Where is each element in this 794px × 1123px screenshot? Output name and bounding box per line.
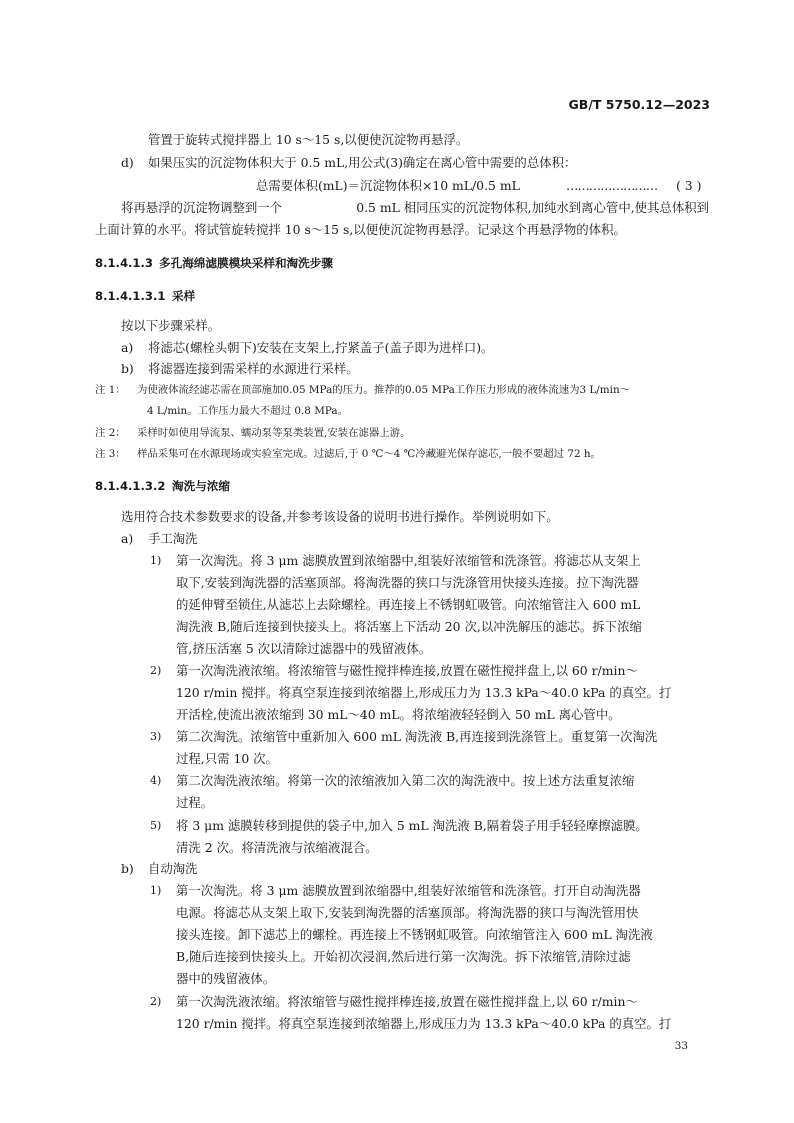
formula-leader-dots: ……………………	[566, 178, 658, 193]
subsection-number: 8.1.4.1.3.2	[95, 479, 166, 493]
formula-3: 总需要体积(mL)＝沉淀物体积×10 mL/0.5 mL	[256, 178, 520, 193]
step-text: 清洗 2 次。将清洗液与浓缩液混合。	[176, 840, 378, 855]
step-text: 接头连接。卸下滤芯上的螺栓。再连接上不锈钢虹吸管。向浓缩管注入 600 mL 淘洗液	[176, 927, 653, 942]
step-text: 的延伸臂至锁住,从滤芯上去除螺栓。再连接上不锈钢虹吸管。向浓缩管注入 600 mL	[176, 597, 641, 612]
note-text: 4 L/min。工作压力最大不超过 0.8 MPa。	[147, 405, 348, 417]
subsection-title: 采样	[172, 289, 196, 303]
section-number: 8.1.4.1.3	[95, 256, 153, 270]
step-text: 过程。	[176, 795, 214, 810]
text-segment: 为使液体流经滤芯需在顶部施加0.05 MPa的压力。推荐的0.05 MPa工作压力形成的液体流速为3 L/min～	[137, 384, 631, 396]
subsection-title: 淘洗与浓缩	[172, 479, 230, 493]
formula-number: ( 3 )	[676, 178, 702, 193]
step-number: 1)	[150, 884, 162, 897]
step-text: 管,挤压活塞 5 次以清除过滤器中的残留液体。	[176, 641, 432, 656]
paragraph-line	[121, 200, 709, 216]
paragraph-line: 上面计算的水平。将试管旋转搅拌 10 s～15 s,以便使沉淀物再悬浮。记录这个再悬浮物的体积。	[95, 222, 626, 237]
step-text: 取下,安装到淘洗器的活塞顶部。将淘洗器的狭口与洗涤管用快接头连接。拉下淘洗器	[176, 575, 639, 590]
step-text: 第一次淘洗液浓缩。将浓缩管与磁性搅拌棒连接,放置在磁性搅拌盘上,以 60 r/min～	[176, 994, 638, 1009]
list-item-d: 如果压实的沉淀物体积大于 0.5 mL,用公式(3)确定在离心管中需要的总体积：	[148, 155, 577, 170]
text-segment: 0.5 mL 相同压实的沉淀物体积,加纯水到离心管中,使其总体积到	[356, 200, 709, 215]
step-text: 过程,只需 10 次。	[176, 751, 278, 766]
note-label: 注 3：	[95, 448, 126, 460]
list-label-b: b)	[121, 861, 134, 876]
list-label-d: d)	[121, 155, 134, 170]
step-text: 第二次淘洗。浓缩管中重新加入 600 mL 淘洗液 B,再连接到洗涤管上。重复第一次淘洗	[176, 729, 658, 744]
list-label-a: a)	[121, 531, 134, 546]
page-number: 33	[674, 1040, 688, 1052]
note-text	[137, 382, 709, 398]
text-segment: 将再悬浮的沉淀物调整到一个	[121, 200, 283, 215]
list-label-b: b)	[121, 361, 134, 376]
note-label: 注 1：	[95, 384, 126, 396]
list-item-b: 将滤器连接到需采样的水源进行采样。	[148, 361, 359, 376]
note-label: 注 2：	[95, 427, 126, 439]
step-text: 120 r/min 搅拌。将真空泵连接到浓缩器上,形成压力为 13.3 kPa～40.0 kPa 的真空。打	[176, 1016, 672, 1031]
document-code: GB/T 5750.12—2023	[568, 97, 710, 112]
list-item-a: 手工淘洗	[148, 531, 198, 546]
step-text: 120 r/min 搅拌。将真空泵连接到浓缩器上,形成压力为 13.3 kPa～40.0 kPa 的真空。打	[176, 685, 672, 700]
step-text: 开活栓,使流出液浓缩到 30 mL～40 mL。将浓缩液轻轻倒入 50 mL 离心管中。	[176, 707, 621, 722]
step-text: 第二次淘洗液浓缩。将第一次的浓缩液加入第二次的淘洗液中。按上述方法重复浓缩	[176, 773, 635, 788]
step-number: 2)	[150, 995, 162, 1008]
list-item-b: 自动淘洗	[148, 861, 198, 876]
step-number: 2)	[150, 664, 162, 677]
step-number: 5)	[150, 819, 162, 832]
list-label-a: a)	[121, 340, 134, 355]
step-text: 将 3 μm 滤膜转移到提供的袋子中,加入 5 mL 淘洗液 B,隔着袋子用手轻轻摩擦滤膜。	[176, 818, 648, 833]
step-text: B,随后连接到快接头上。开始初次浸润,然后进行第一次淘洗。拆下浓缩管,清除过滤	[176, 949, 631, 964]
text-line: 管置于旋转式搅拌器上 10 s～15 s,以便使沉淀物再悬浮。	[148, 132, 469, 147]
step-number: 4)	[150, 774, 162, 787]
section-title: 多孔海绵滤膜模块采样和淘洗步骤	[159, 256, 333, 270]
subsection-number: 8.1.4.1.3.1	[95, 289, 166, 303]
step-text: 淘洗液 B,随后连接到快接头上。将活塞上下活动 20 次,以冲洗解压的滤芯。拆下浓缩	[176, 619, 642, 634]
step-text: 电源。将滤芯从支架上取下,安装到淘洗器的活塞顶部。将淘洗器的狭口与淘洗管用快	[176, 905, 639, 920]
note-text: 样品采集可在水源现场或实验室完成。过滤后,于 0 ℃～4 ℃冷藏避光保存滤芯,一般不要超过 72 h。	[137, 448, 601, 460]
step-text: 第一次淘洗。将 3 μm 滤膜放置到浓缩器中,组装好浓缩管和洗涤管。将滤芯从支架上	[176, 553, 641, 568]
note-text: 采样时如使用导流泵、蠕动泵等泵类装置,安装在滤器上游。	[137, 427, 411, 439]
step-text: 器中的残留液体。	[176, 971, 276, 986]
text-line: 按以下步骤采样。	[121, 318, 221, 333]
step-number: 1)	[150, 554, 162, 567]
step-number: 3)	[150, 730, 162, 743]
list-item-a: 将滤芯(螺栓头朝下)安装在支架上,拧紧盖子(盖子即为进样口)。	[148, 340, 494, 355]
step-text: 第一次淘洗液浓缩。将浓缩管与磁性搅拌棒连接,放置在磁性搅拌盘上,以 60 r/min～	[176, 663, 638, 678]
step-text: 第一次淘洗。将 3 μm 滤膜放置到浓缩器中,组装好浓缩管和洗涤管。打开自动淘洗器	[176, 883, 641, 898]
text-line: 选用符合技术参数要求的设备,并参考该设备的说明书进行操作。举例说明如下。	[121, 509, 559, 524]
